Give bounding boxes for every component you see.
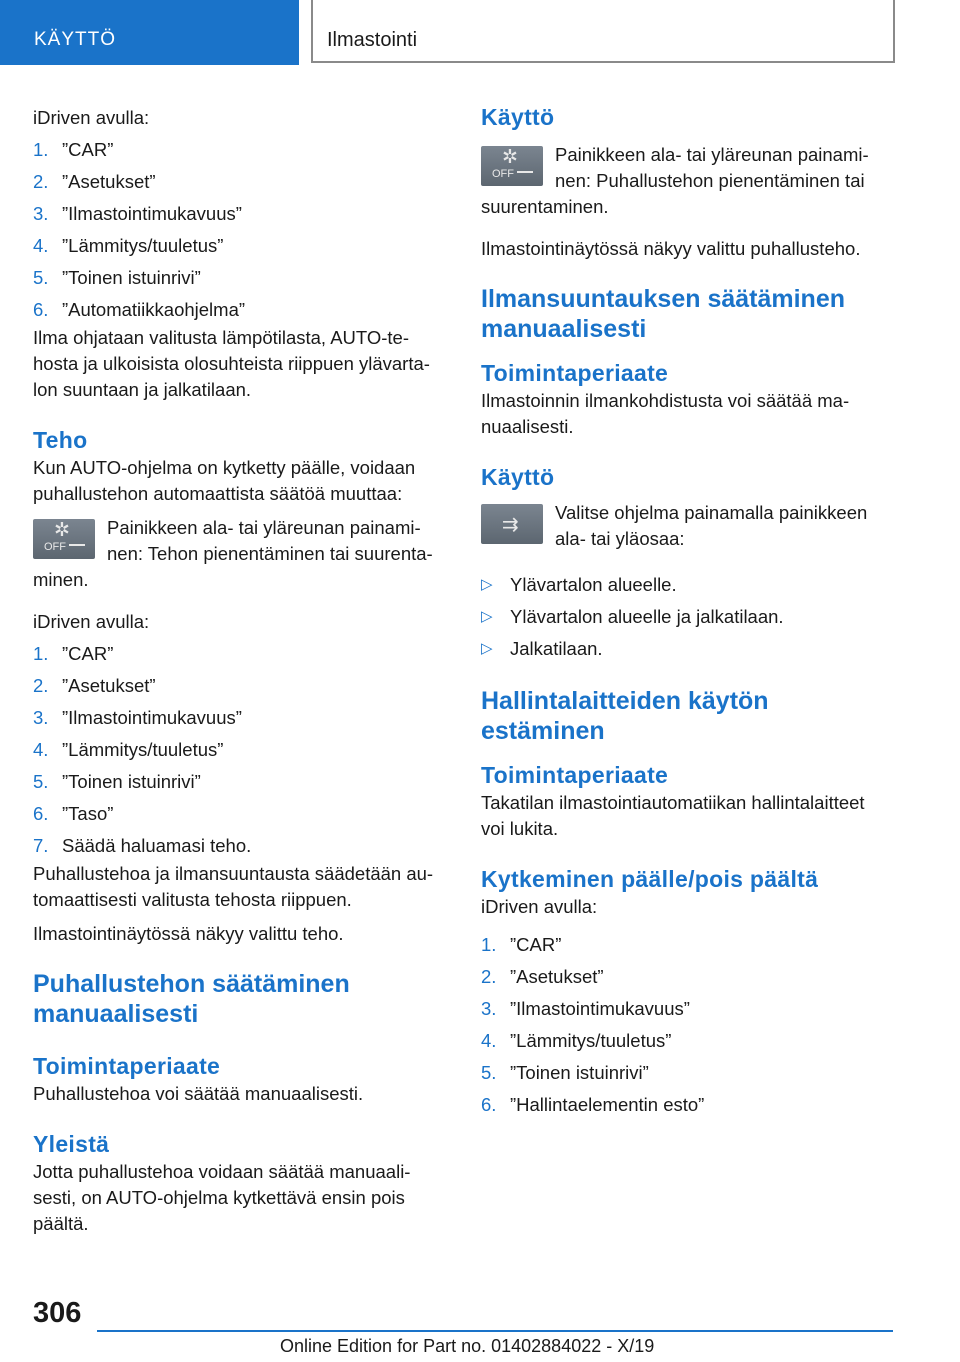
subsection-heading: Käyttö <box>481 104 555 130</box>
list-item: ▷ Ylävartalon alueelle ja jalkatilaan. <box>481 604 891 636</box>
list-item: 5. ”Toinen istuinrivi” <box>33 267 201 288</box>
bullet-triangle-icon: ▷ <box>481 640 493 657</box>
subsection-heading: Käyttö <box>481 464 555 490</box>
list-item: 1. ”CAR” <box>481 934 562 955</box>
list-item: 2. ”Asetukset” <box>481 966 604 987</box>
section-tab <box>0 0 299 65</box>
steps-list-1 <box>33 137 453 329</box>
body-paragraph: Painikkeen ala- tai yläreunan painami-nen: Tehon pienentäminen tai suurenta-minen. <box>33 517 433 590</box>
intro-text: iDriven avulla: <box>33 611 150 632</box>
bullet-triangle-icon: ▷ <box>481 576 493 593</box>
list-item: 2. ”Asetukset” <box>33 675 156 696</box>
steps-list-3 <box>481 932 891 1124</box>
list-item: 6. ”Automatiikkaohjelma” <box>33 299 246 320</box>
body-paragraph: Valitse ohjelma painamalla painikkeen ala- tai yläosaa: <box>555 502 868 549</box>
list-item: 4. ”Lämmitys/tuuletus” <box>481 1030 672 1051</box>
body-paragraph: Puhallustehoa ja ilmansuuntausta säädetään au-tomaattisesti valitusta tehosta riippuen. <box>33 863 434 910</box>
list-item: ▷ Ylävartalon alueelle. <box>481 572 891 604</box>
subsection-heading: Kytkeminen päälle/pois päältä <box>481 866 819 892</box>
list-item: 1. ”CAR” <box>33 139 114 160</box>
body-paragraph: Ilmastoinnin ilmankohdistusta voi säätää ma-nuaalisesti. <box>481 390 850 437</box>
list-item: 7. Säädä haluamasi teho. <box>33 835 252 856</box>
air-direction-button-icon: ⇉ <box>481 504 543 544</box>
subsection-heading: Toimintaperiaate <box>481 762 669 788</box>
list-item: 3. ”Ilmastointimukavuus” <box>33 203 242 224</box>
list-item: 4. ”Lämmitys/tuuletus” <box>33 235 224 256</box>
body-paragraph: Ilmastointinäytössä näkyy valittu puhallusteho. <box>481 238 861 259</box>
body-paragraph: Ilmastointinäytössä näkyy valittu teho. <box>33 923 344 944</box>
chapter-title: Ilmastointi <box>327 29 418 51</box>
fan-off-button-icon: ✲ OFF <box>33 519 95 559</box>
body-paragraph: Jotta puhallustehoa voidaan säätää manuaali-sesti, on AUTO-ohjelma kytkettävä ensin pois päältä. <box>33 1161 411 1234</box>
list-item: 5. ”Toinen istuinrivi” <box>481 1062 649 1083</box>
body-paragraph: Kun AUTO-ohjelma on kytketty päälle, voidaan puhallustehon automaattista säätöä muuttaa: <box>33 457 416 504</box>
chapter-tab <box>311 0 895 63</box>
intro-text: iDriven avulla: <box>481 896 598 917</box>
body-paragraph: Ilma ohjataan valitusta lämpötilasta, AUTO-te-hosta ja ulkoisista olosuhteista riippuen ylävarta-lon suuntaan ja jalkatilaan. <box>33 327 430 400</box>
list-item: 3. ”Ilmastointimukavuus” <box>33 707 242 728</box>
steps-list-2 <box>33 641 453 865</box>
body-paragraph: Puhallustehoa voi säätää manuaalisesti. <box>33 1083 364 1104</box>
footer-edition: Online Edition for Part no. 01402884022 - X/19 <box>280 1336 655 1356</box>
bullet-triangle-icon: ▷ <box>481 608 493 625</box>
section-heading: Hallintalaitteiden käytön estäminen <box>481 687 769 745</box>
subsection-heading: Toimintaperiaate <box>33 1053 221 1079</box>
list-item: 4. ”Lämmitys/tuuletus” <box>33 739 224 760</box>
left-column <box>33 100 453 1237</box>
list-item: 1. ”CAR” <box>33 643 114 664</box>
list-item: 6. ”Taso” <box>33 803 114 824</box>
list-item: 2. ”Asetukset” <box>33 171 156 192</box>
icon-paragraph <box>481 500 891 552</box>
options-list <box>481 564 891 668</box>
body-paragraph: Takatilan ilmastointiautomatiikan hallintalaitteet voi lukita. <box>481 792 865 839</box>
fan-off-button-icon: ✲ OFF <box>481 146 543 186</box>
body-paragraph: Painikkeen ala- tai yläreunan painami-nen: Puhallustehon pienentäminen tai suurentaminen. <box>481 144 869 217</box>
list-item: ▷ Jalkatilaan. <box>481 636 891 668</box>
icon-paragraph <box>481 142 891 220</box>
list-item: 3. ”Ilmastointimukavuus” <box>481 998 690 1019</box>
section-heading: Ilmansuuntauksen säätäminen manuaalisesti <box>481 285 846 343</box>
subsection-heading: Toimintaperiaate <box>481 360 669 386</box>
intro-text: iDriven avulla: <box>33 107 150 128</box>
list-item: 5. ”Toinen istuinrivi” <box>33 771 201 792</box>
icon-paragraph <box>33 515 453 593</box>
footer-divider <box>97 1330 893 1332</box>
right-column <box>481 100 891 1124</box>
section-heading: Puhallustehon säätäminen manuaalisesti <box>33 970 350 1028</box>
section-title: KÄYTTÖ <box>34 29 117 50</box>
list-item: 6. ”Hallintaelementin esto” <box>481 1094 705 1115</box>
subsection-heading: Yleistä <box>33 1131 110 1157</box>
section-heading: Teho <box>33 427 88 453</box>
page-number: 306 <box>33 1297 82 1329</box>
